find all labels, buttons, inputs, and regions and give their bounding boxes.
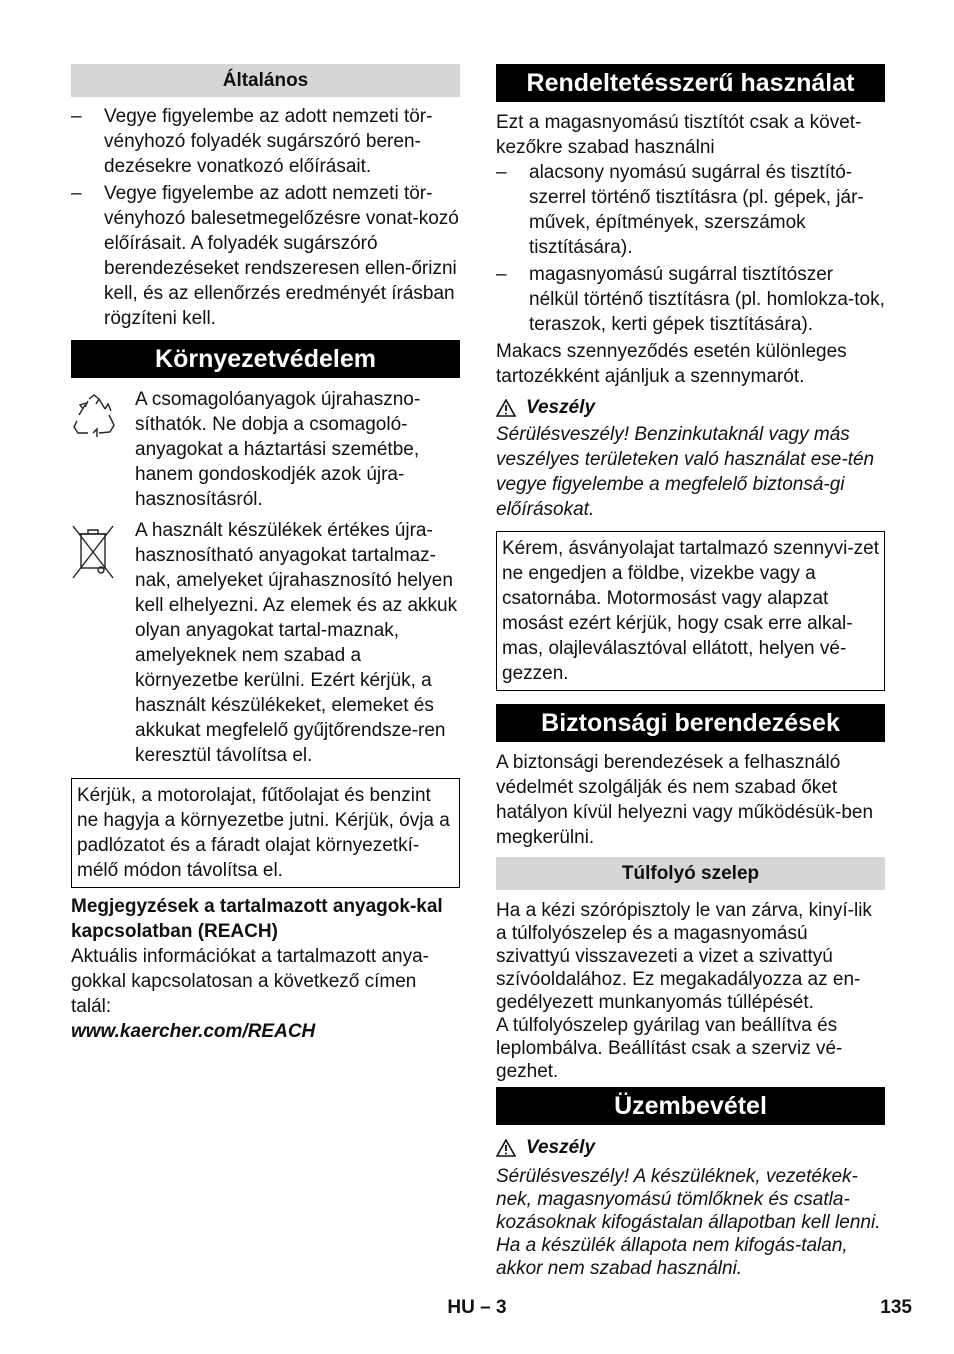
- rendelt-extra: Makacs szennyeződés esetén különleges tartozékként ajánljuk a szennymarót.: [496, 341, 847, 387]
- section-subheader-altalanos: Általános: [71, 64, 460, 97]
- bizt-text: A biztonsági berendezések a felhasználó védelmét szolgálják és nem szabad őket hatályon kívül helyezni vagy működésük-ben megkerülni.: [496, 752, 874, 848]
- list-item: – Vegye figyelembe az adott nemzeti tör-vényhozó folyadék sugárszóró beren-dezésekre vonatkozó előírásait.: [71, 106, 433, 177]
- reach-text: Aktuális információkat a tartalmazott anya-gokkal kapcsolatosan a következő címen talál:: [71, 946, 429, 1017]
- dash-bullet: –: [496, 162, 507, 183]
- weee-text: A használt készülékek értékes újra-hasznosítható anyagokat tartalmaz-nak, amelyeket újrahasznosító helyen kell elhelyezni. Az elemek és az akkuk olyan anyagokat tartal-maznak, amelyeknek nem szabad a környezetbe kerülni. Ezért kérjük, a használt készülékeket, elemeket és akkukat megfelelő gyűjtőrendsze-ren keresztül távolítsa el.: [135, 520, 458, 766]
- section-header-rendeltetes: Rendeltetésszerű használat: [496, 64, 885, 102]
- rendelt-list: [496, 160, 885, 337]
- danger-text-2: Sérülésveszély! A készüléknek, vezetékek-nek, magasnyomású tömlőknek és csatla-kozásoknak kifogástalan állapotban kell lenni. Ha a készülék állapota nem kifogás-talan, akkor nem szabad használni.: [496, 1166, 881, 1279]
- list-item: – Vegye figyelembe az adott nemzeti tör-vényhozó balesetmegelőzésre vonat-kozó előírásait. A folyadék sugárszóró berendezéseket rendszeresen ellen-őrizni kell, és az ellenőrzés eredményét írásban rögzíteni kell.: [71, 183, 459, 329]
- mineral-oil-box: Kérem, ásványolajat tartalmazó szennyvi-zet ne engedjen a földbe, vizekbe vagy a csatornába. Motormosást vagy alapzat mosást ezért kérjük, hogy csak erre alkal-mas, olajleválasztóval ellátott, helyen vé-gezzen.: [496, 531, 885, 691]
- recycle-icon: [71, 387, 135, 442]
- page-number: 135: [880, 1297, 912, 1318]
- altalanos-list: [71, 104, 460, 331]
- left-column: [71, 64, 460, 1044]
- list-item: – magasnyomású sugárral tisztítószer nélkül történő tisztításra (pl. homlokza-tok, teraszok, kerti gépek tisztítására).: [496, 264, 885, 335]
- dash-bullet: –: [71, 183, 82, 204]
- warning-triangle-icon: [496, 399, 516, 417]
- danger-text-1: Sérülésveszély! Benzinkutaknál vagy más veszélyes területeken való használat ese-tén vegye figyelembe a megfelelő biztonsá-gi előírásokat.: [496, 424, 875, 520]
- tulfolyo-text-2: A túlfolyószelep gyárilag van beállítva és leplombálva. Beállítást csak a szerviz vé-gezhet.: [496, 1015, 843, 1082]
- recycle-block: [71, 387, 460, 512]
- crossed-bin-icon: [71, 518, 135, 585]
- recycle-text: A csomagolóanyagok újrahaszno-síthatók. Ne dobja a csomagoló-anyagokat a háztartási szemétbe, hanem gondoskodjék azok újra-hasznosításról.: [135, 389, 421, 510]
- tulfolyo-text-1: Ha a kézi szórópisztoly le van zárva, kinyí-lik a túlfolyószelep és a magasnyomású szivattyú visszavezeti a vizet a szivattyú szívóoldalához. Ez megakadályozza az en-gedélyezett munkanyomás túllépését.: [496, 900, 872, 1013]
- dash-bullet: –: [71, 106, 82, 127]
- footer-language-page: HU – 3: [447, 1297, 507, 1318]
- dash-bullet: –: [496, 264, 507, 285]
- danger-label-1: Veszély: [496, 395, 885, 420]
- right-column: [496, 64, 885, 1280]
- section-subheader-tulfolyo: Túlfolyó szelep: [496, 857, 885, 890]
- reach-title: Megjegyzések a tartalmazott anyagok-kal kapcsolatban (REACH): [71, 896, 443, 942]
- section-header-uzembevetel: Üzembevétel: [496, 1087, 885, 1125]
- section-header-biztonsagi: Biztonsági berendezések: [496, 704, 885, 742]
- warning-triangle-icon: [496, 1139, 516, 1157]
- rendelt-intro: Ezt a magasnyomású tisztítót csak a követ-kezőkre szabad használni: [496, 112, 862, 158]
- oil-notice-box: Kérjük, a motorolajat, fűtőolajat és benzint ne hagyja a környezetbe jutni. Kérjük, óvja a padlózatot és a fáradt olajat környezetkí-mélő módon távolítsa el.: [71, 778, 460, 888]
- danger-label-2: Veszély: [496, 1135, 885, 1160]
- reach-link[interactable]: www.kaercher.com/REACH: [71, 1021, 316, 1042]
- list-item: – alacsony nyomású sugárral és tisztító-szerrel történő tisztításra (pl. gépek, jár-művek, építmények, szerszámok tisztítására).: [496, 162, 864, 258]
- weee-block: [71, 518, 460, 768]
- section-header-kornyezetvedelem: Környezetvédelem: [71, 340, 460, 378]
